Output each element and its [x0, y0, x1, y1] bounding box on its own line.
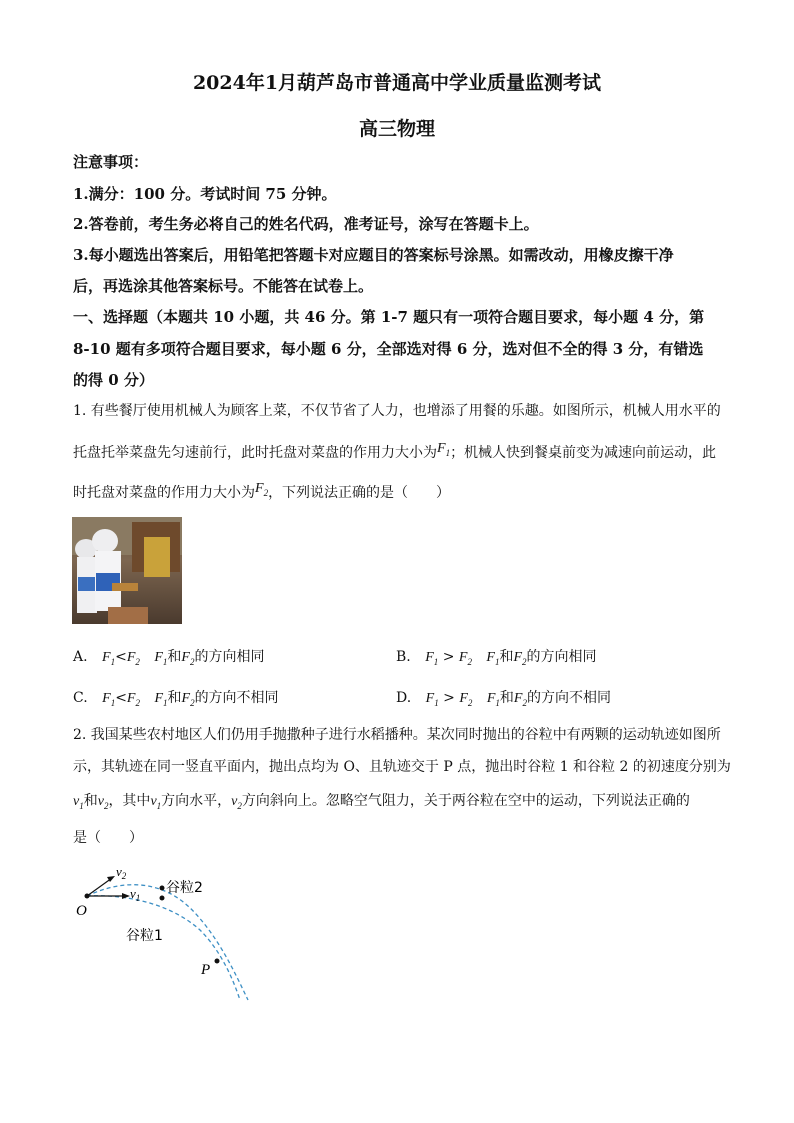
notes-heading: 注意事项：	[73, 153, 149, 171]
exam-subject: 高三物理	[358, 118, 435, 140]
svg-text:v1: $v_1$	[130, 886, 141, 903]
option-d[interactable]: D. $F_1 > F_2$ $F_1$和$F_2$的方向不相同	[396, 690, 611, 708]
trajectory-grain2	[87, 885, 248, 1000]
exam-title: 2024年1月葫芦岛市普通高中学业质量监测考试	[192, 72, 602, 94]
svg-text:v2: $v_2$	[116, 864, 127, 881]
note-item: 2.答卷前，考生务必将自己的姓名代码，准考证号，涂写在答题卡上。	[73, 215, 539, 233]
label-grain2: 谷粒2	[166, 880, 203, 896]
note-item: 后，再选涂其他答案标号。不能答在试卷上。	[73, 277, 374, 295]
robot-waiter-photo	[72, 517, 182, 624]
q2-text: $v_1$和$v_2$，其中$v_1$方向水平，$v_2$方向斜向上。忽略空气阻力，关于两谷粒在空中的运动，下列说法正确的	[73, 793, 690, 811]
option-a[interactable]: A. $F_1<F_2$ $F_1$和$F_2$的方向相同	[73, 649, 265, 667]
section-heading: 8-10 题有多项符合题目要求，每小题 6 分，全部选对得 6 分，选对但不全的得 3 分，有错选	[73, 340, 704, 358]
label-grain1: 谷粒1	[126, 928, 163, 944]
section-heading: 的得 0 分）	[73, 371, 154, 389]
q1-text: 时托盘对菜盘的作用力大小为$F_2$，下列说法正确的是（ ）	[73, 481, 451, 501]
trajectory-grain1	[87, 896, 240, 1000]
q2-text: 是（ ）	[73, 830, 143, 846]
point-o	[85, 894, 90, 899]
label-p: P	[201, 962, 211, 978]
note-item: 3.每小题选出答案后，用铅笔把答题卡对应题目的答案标号涂黑。如需改动，用橡皮擦干净	[73, 246, 674, 264]
q1-text: 托盘托举菜盘先匀速前行，此时托盘对菜盘的作用力大小为$F_1$；机械人快到餐桌前变为减速向前运动，此	[73, 441, 717, 461]
point-p	[215, 959, 220, 964]
velocity-v2-arrow	[87, 878, 112, 896]
grain2-dot	[160, 886, 165, 891]
q2-text: 示，其轨迹在同一竖直平面内，抛出点均为 O、且轨迹交于 P 点，抛出时谷粒 1 和谷粒 2 的初速度分别为	[73, 759, 731, 775]
option-b[interactable]: B. $F_1 > F_2$ $F_1$和$F_2$的方向相同	[396, 649, 597, 667]
label-o: O	[76, 903, 87, 919]
note-item: 1.满分：100 分。考试时间 75 分钟。	[73, 185, 337, 203]
label-v2: v	[116, 864, 122, 879]
option-c[interactable]: C. $F_1<F_2$ $F_1$和$F_2$的方向不相同	[73, 690, 279, 708]
q2-text: 2. 我国某些农村地区人们仍用手抛撒种子进行水稻播种。某次同时抛出的谷粒中有两颗的运动轨迹如图所	[73, 727, 721, 743]
label-v1: v	[130, 886, 136, 901]
section-heading: 一、选择题（本题共 10 小题，共 46 分。第 1-7 题只有一项符合题目要求，每小题 4 分，第	[73, 308, 705, 326]
trajectory-diagram	[70, 858, 260, 1008]
grain1-dot	[160, 896, 165, 901]
q1-text: 1. 有些餐厅使用机械人为顾客上菜，不仅节省了人力，也增添了用餐的乐趣。如图所示，机械人用水平的	[73, 403, 721, 419]
